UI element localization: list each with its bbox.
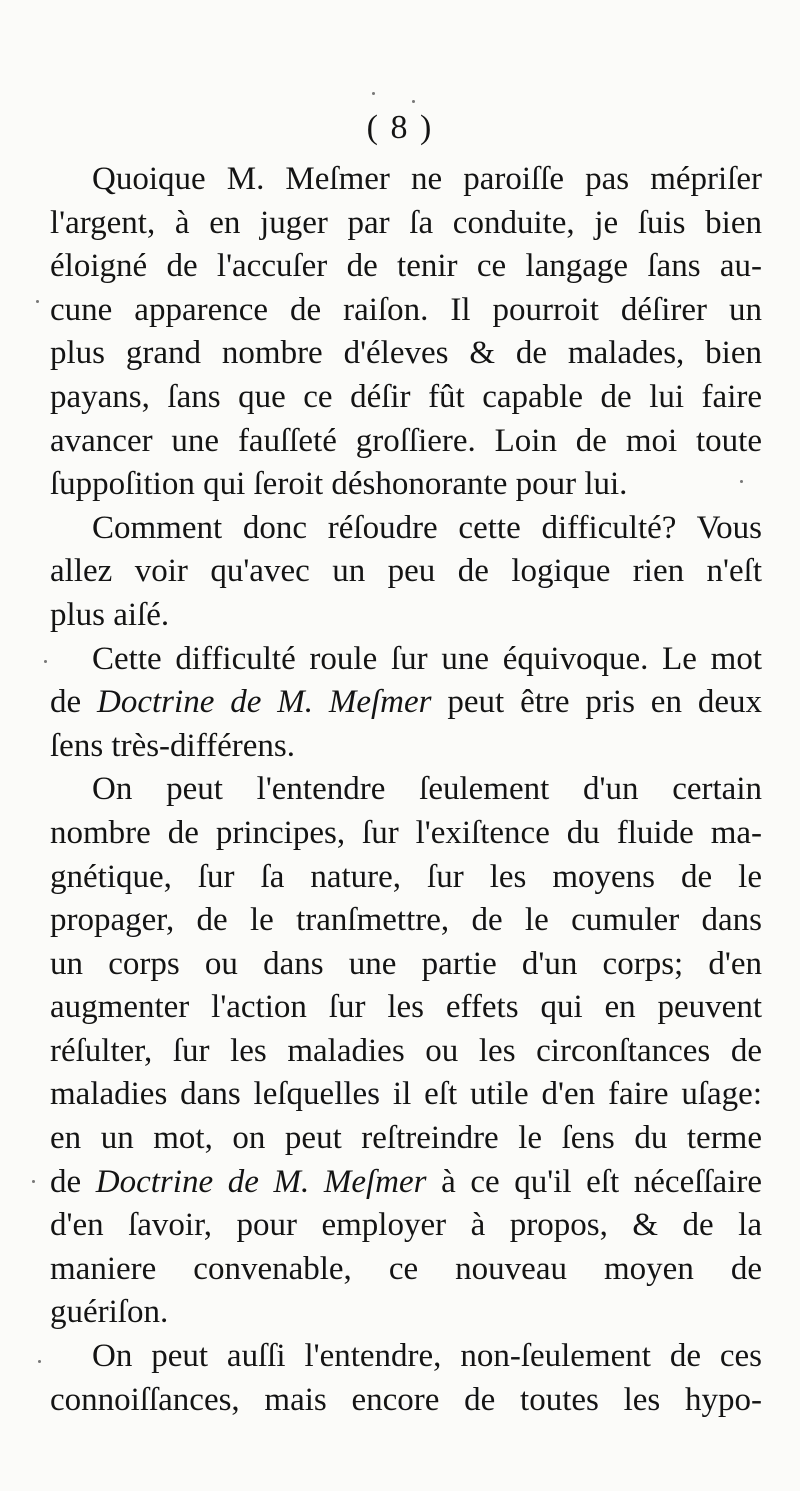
print-speck [412,100,415,103]
text-line: de Doctrine de M. Meſmer à ce qu'il eſt néceſſaire [50,1163,763,1200]
text-line: augmenter l'action ſur les effets qui en peuvent [50,989,762,1026]
page-number: ( 8 ) [366,109,434,146]
text-line: maladies dans leſquelles il eſt utile d'en faire uſage: [50,1076,762,1113]
text-line: éloigné de l'accuſer de tenir ce langage ſans au- [50,248,762,285]
text-line: avancer une fauſſeté groſſiere. Loin de moi toute [50,422,762,459]
text-line: nombre de principes, ſur l'exiſtence du fluide ma- [50,814,762,851]
text-line: On peut l'entendre ſeulement d'un certain [92,771,762,808]
text-line: cune apparence de raiſon. Il pourroit déſirer un [50,291,762,328]
body-text [50,158,762,1422]
print-speck [32,1180,35,1183]
text-line: Cette difficulté roule ſur une équivoque. Le mot [92,640,762,677]
text-line: réſulter, ſur les maladies ou les circonſtances de [50,1032,762,1069]
text-line: d'en ſavoir, pour employer à propos, & de la [50,1207,762,1244]
text-line: en un mot, on peut reſtreindre le ſens du terme [50,1120,762,1157]
text-line: propager, de le tranſmettre, de le cumuler dans [50,902,762,939]
text-line: ſens très-différens. [50,727,295,764]
text-line: de Doctrine de M. Meſmer peut être pris en deux [50,684,762,721]
italic-term: Doctrine de M. Meſmer [97,684,432,721]
text-line: plus aiſé. [50,596,170,633]
italic-term: Doctrine de M. Meſmer [95,1163,427,1200]
text-line: connoiſſances, mais encore de toutes les hypo- [50,1381,762,1418]
text-line: guériſon. [50,1294,169,1331]
text-line: Quoique M. Meſmer ne paroiſſe pas mépriſer [92,161,762,197]
text-line: plus grand nombre d'éleves & de malades, bien [50,335,762,372]
print-speck [44,660,47,663]
text-line: On peut auſſi l'entendre, non-ſeulement de ces [92,1338,762,1375]
text-line: allez voir qu'avec un peu de logique rien n'eſt [50,553,762,590]
print-speck [740,480,743,483]
print-speck [38,1360,41,1363]
print-speck [36,300,39,303]
text-line: payans, ſans que ce déſir fût capable de lui faire [50,378,762,415]
text-line: Comment donc réſoudre cette difficulté? Vous [92,509,762,546]
text-line: maniere convenable, ce nouveau moyen de [50,1250,762,1287]
text-line: un corps ou dans une partie d'un corps; d'en [50,945,762,982]
text-line: ſuppoſition qui ſeroit déshonorante pour lui. [50,466,628,503]
print-speck [372,92,375,95]
text-line: gnétique, ſur ſa nature, ſur les moyens de le [50,858,762,895]
text-line: l'argent, à en juger par ſa conduite, je ſuis bien [50,204,762,241]
